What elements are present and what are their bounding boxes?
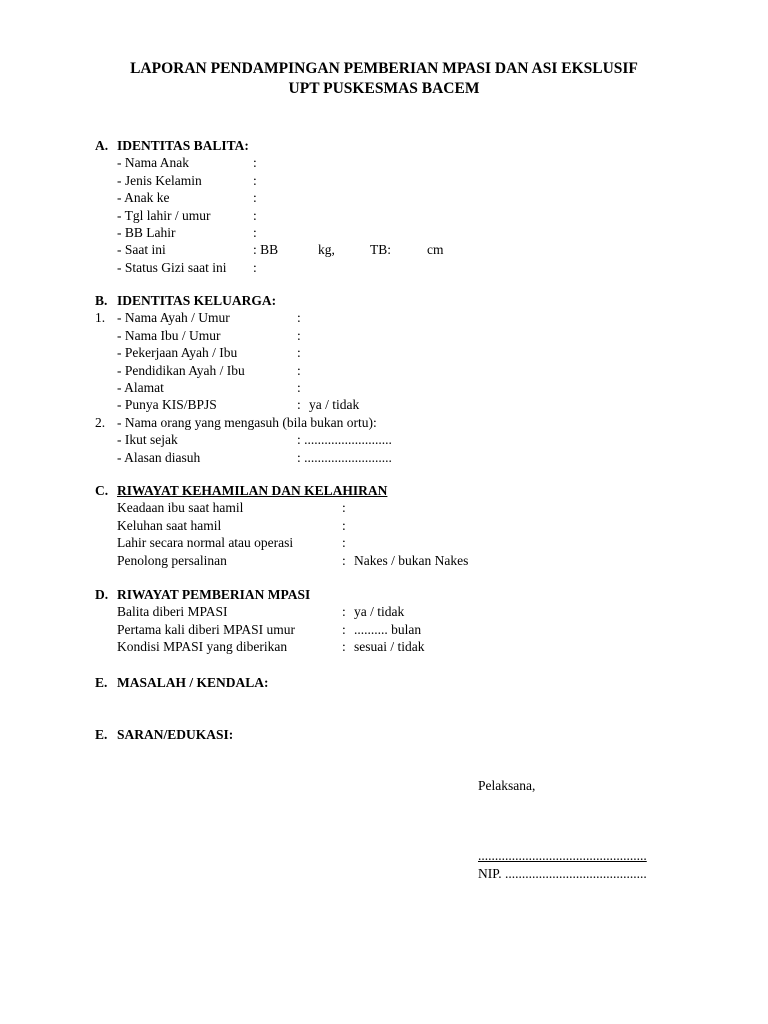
field-row xyxy=(0,207,768,224)
signature-nip: NIP. .......................................... xyxy=(478,866,647,881)
field-value: ya / tidak xyxy=(354,604,405,620)
signature-role: Pelaksana, xyxy=(478,778,536,793)
field-row xyxy=(0,189,768,206)
field-row xyxy=(0,534,768,551)
field-colon: : xyxy=(342,535,346,551)
field-colon: : xyxy=(297,397,301,413)
field-row xyxy=(0,259,768,276)
section-identitas-keluarga xyxy=(0,292,768,466)
field-label: Lahir secara normal atau operasi xyxy=(117,535,294,551)
section-heading: RIWAYAT PEMBERIAN MPASI xyxy=(117,587,311,602)
field-row xyxy=(0,517,768,534)
field-value: : .......................... xyxy=(297,449,392,465)
field-colon: : xyxy=(253,207,257,223)
field-label: Penolong persalinan xyxy=(117,552,227,568)
kg-label: kg, xyxy=(318,242,335,258)
section-heading: RIWAYAT KEHAMILAN DAN KELAHIRAN xyxy=(117,483,388,498)
document-subtitle: UPT PUSKESMAS BACEM xyxy=(288,80,480,97)
field-colon: : xyxy=(297,345,301,361)
field-row xyxy=(0,154,768,171)
field-label: - Pekerjaan Ayah / Ibu xyxy=(117,345,238,361)
field-colon: : xyxy=(342,604,346,620)
field-label: Keluhan saat hamil xyxy=(117,517,222,533)
field-colon: : xyxy=(297,379,301,395)
field-label: Pertama kali diberi MPASI umur xyxy=(117,621,295,637)
field-value: .......... bulan xyxy=(354,621,422,637)
field-row xyxy=(0,621,768,638)
field-label: - Alamat xyxy=(117,379,164,395)
field-label: - Tgl lahir / umur xyxy=(117,207,211,223)
field-row xyxy=(0,449,768,466)
field-row xyxy=(0,362,768,379)
section-letter: D. xyxy=(95,587,109,602)
field-row xyxy=(0,344,768,361)
field-row xyxy=(0,552,768,569)
section-riwayat-mpasi xyxy=(0,586,768,656)
field-label: - Punya KIS/BPJS xyxy=(117,397,217,413)
field-label: - Status Gizi saat ini xyxy=(117,259,227,275)
field-label: - Anak ke xyxy=(117,190,170,206)
field-row xyxy=(0,414,768,431)
bb-label: : BB xyxy=(253,242,279,258)
field-label: - Pendidikan Ayah / Ibu xyxy=(117,362,245,378)
field-colon: : xyxy=(297,362,301,378)
field-row xyxy=(0,431,768,448)
field-colon: : xyxy=(253,172,257,188)
item-number: 2. xyxy=(95,414,106,430)
field-label: - Ikut sejak xyxy=(117,432,178,448)
field-label: Balita diberi MPASI xyxy=(117,604,228,620)
document-title: LAPORAN PENDAMPINGAN PEMBERIAN MPASI DAN ASI EKSLUSIF xyxy=(130,60,638,77)
section-identitas-balita xyxy=(0,137,768,276)
section-heading: IDENTITAS KELUARGA: xyxy=(117,293,277,308)
field-label: - Nama Ibu / Umur xyxy=(117,327,221,343)
field-value: sesuai / tidak xyxy=(354,639,425,655)
field-row xyxy=(0,241,768,258)
field-row xyxy=(0,327,768,344)
section-heading: MASALAH / KENDALA: xyxy=(117,675,269,690)
field-colon: : xyxy=(297,327,301,343)
field-colon: : xyxy=(342,621,346,637)
field-label: Keadaan ibu saat hamil xyxy=(117,500,244,516)
field-label: - BB Lahir xyxy=(117,224,176,240)
section-letter: A. xyxy=(95,138,109,153)
field-value: Nakes / bukan Nakes xyxy=(354,552,469,568)
field-row xyxy=(0,603,768,620)
section-letter: E. xyxy=(95,675,108,690)
section-letter: C. xyxy=(95,483,109,498)
section-masalah-kendala xyxy=(0,674,768,691)
field-value: ya / tidak xyxy=(309,397,360,413)
section-riwayat-kehamilan xyxy=(0,482,768,569)
field-label: - Nama Anak xyxy=(117,155,189,171)
field-colon: : xyxy=(253,224,257,240)
field-colon: : xyxy=(342,552,346,568)
field-row xyxy=(0,172,768,189)
field-row xyxy=(0,224,768,241)
field-row xyxy=(0,379,768,396)
field-row xyxy=(0,499,768,516)
item-number: 1. xyxy=(95,310,106,326)
field-label: - Saat ini xyxy=(117,242,166,258)
field-label: - Jenis Kelamin xyxy=(117,172,202,188)
section-saran-edukasi xyxy=(0,726,768,743)
field-label: - Nama orang yang mengasuh (bila bukan ortu): xyxy=(117,414,377,430)
field-colon: : xyxy=(342,500,346,516)
field-row xyxy=(0,396,768,413)
field-colon: : xyxy=(297,310,301,326)
signature-name-line: .................................................. xyxy=(478,848,647,863)
section-letter: B. xyxy=(95,293,108,308)
field-colon: : xyxy=(342,639,346,655)
field-value: : .......................... xyxy=(297,432,392,448)
field-colon: : xyxy=(253,190,257,206)
section-heading: IDENTITAS BALITA: xyxy=(117,138,249,153)
field-row xyxy=(0,638,768,655)
field-colon: : xyxy=(342,517,346,533)
field-colon: : xyxy=(253,155,257,171)
field-row xyxy=(0,309,768,326)
cm-label: cm xyxy=(427,242,444,258)
section-letter: E. xyxy=(95,727,108,742)
field-label: - Alasan diasuh xyxy=(117,449,201,465)
section-heading: SARAN/EDUKASI: xyxy=(117,727,234,742)
field-label: - Nama Ayah / Umur xyxy=(117,310,230,326)
field-label: Kondisi MPASI yang diberikan xyxy=(117,639,288,655)
field-colon: : xyxy=(253,259,257,275)
tb-label: TB: xyxy=(370,242,392,258)
